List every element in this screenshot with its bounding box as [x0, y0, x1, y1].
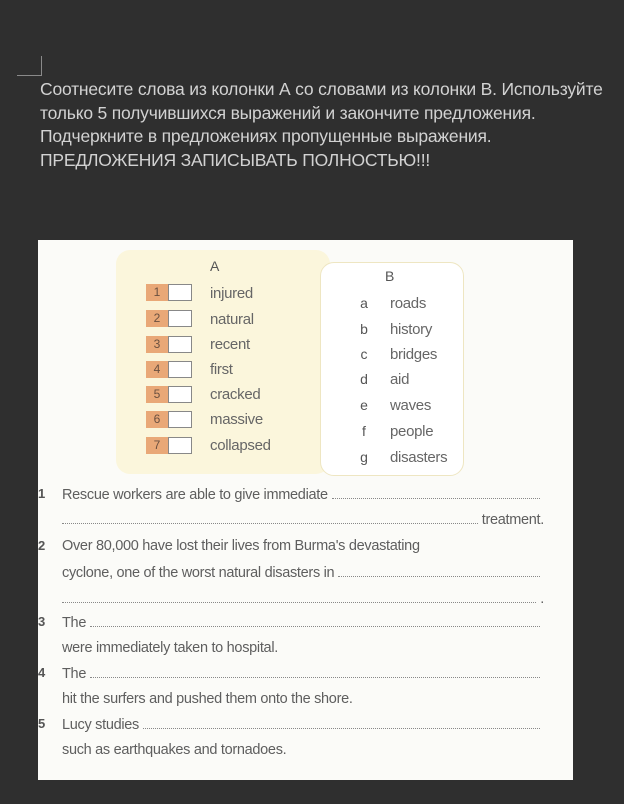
sentence-number: 4	[38, 665, 45, 680]
match-box-4[interactable]: 4	[146, 361, 168, 378]
sentence-text: .	[540, 591, 544, 607]
sentence-2-line-1	[38, 538, 544, 558]
sentence-text: Lucy studies	[62, 717, 139, 733]
sentence-number: 3	[38, 614, 45, 629]
instruction-text: Соотнесите слова из колонки А со словами из колонки В. Используйте только 5 получившихся выражений и закончите предложения. Подчеркните в предложениях пропущенные выражения. ПРЕДЛОЖЕНИЯ ЗАПИСЫВАТЬ ПОЛНОСТЬЮ!!!	[40, 79, 603, 170]
word-a-1: injured	[210, 285, 253, 302]
sentence-text: hit the surfers and pushed them onto the shore.	[62, 691, 353, 707]
word-b-e: waves	[390, 397, 432, 414]
word-b-a: roads	[390, 295, 427, 312]
letter-b-a: a	[360, 295, 368, 311]
sentence-text: The	[62, 666, 87, 682]
sentence-1-line-2	[62, 511, 544, 531]
sentence-text: Over 80,000 have lost their lives from Burma's devastating	[62, 538, 420, 554]
sentence-5-line-1	[38, 716, 544, 736]
sentence-4-line-2	[62, 691, 544, 711]
match-box-2[interactable]: 2	[146, 310, 168, 327]
word-b-g: disasters	[390, 449, 448, 466]
sentence-number: 5	[38, 716, 45, 731]
letter-b-d: d	[360, 371, 368, 387]
match-box-3[interactable]: 3	[146, 336, 168, 353]
letter-b-c: c	[360, 346, 368, 362]
sentence-number: 2	[38, 538, 45, 553]
sentence-1-line-1	[38, 486, 544, 506]
sentence-4-line-1	[38, 665, 544, 685]
word-b-d: aid	[390, 371, 410, 388]
sentence-2-line-3	[62, 590, 544, 610]
word-a-3: recent	[210, 336, 250, 353]
letter-b-g: g	[360, 449, 368, 465]
word-b-f: people	[390, 423, 434, 440]
word-a-4: first	[210, 361, 233, 378]
match-box-7[interactable]: 7	[146, 437, 168, 454]
match-box-1[interactable]: 1	[146, 284, 168, 301]
sentence-text: cyclone, one of the worst natural disasters in	[62, 565, 335, 581]
sentence-text: were immediately taken to hospital.	[62, 640, 278, 656]
sentence-5-line-2	[62, 742, 544, 762]
word-a-5: cracked	[210, 386, 261, 403]
sentence-3-line-2	[62, 640, 544, 660]
sentence-number: 1	[38, 486, 45, 501]
letter-b-e: e	[360, 397, 368, 413]
sentence-text: Rescue workers are able to give immediate	[62, 487, 328, 503]
blank	[338, 564, 540, 577]
sentence-3-line-1	[38, 614, 544, 634]
sentence-text: such as earthquakes and tornadoes.	[62, 742, 287, 758]
word-a-6: massive	[210, 411, 263, 428]
blank	[143, 716, 540, 729]
column-b-header: B	[385, 268, 395, 284]
blank	[90, 665, 540, 678]
column-a-header: A	[210, 258, 220, 274]
word-a-7: collapsed	[210, 437, 271, 454]
word-b-b: history	[390, 321, 433, 338]
corner-mark	[17, 56, 42, 76]
sentence-text: The	[62, 615, 87, 631]
blank	[62, 590, 536, 603]
match-box-6[interactable]: 6	[146, 411, 168, 428]
exercise-image	[38, 240, 573, 780]
sentence-2-line-2	[62, 564, 544, 584]
word-a-2: natural	[210, 311, 254, 328]
blank	[90, 614, 540, 627]
letter-b-b: b	[360, 321, 368, 337]
blank	[332, 486, 540, 499]
blank	[62, 511, 478, 524]
word-b-c: bridges	[390, 346, 438, 363]
sentence-text: treatment.	[481, 512, 544, 528]
letter-b-f: f	[362, 423, 366, 439]
match-box-5[interactable]: 5	[146, 386, 168, 403]
